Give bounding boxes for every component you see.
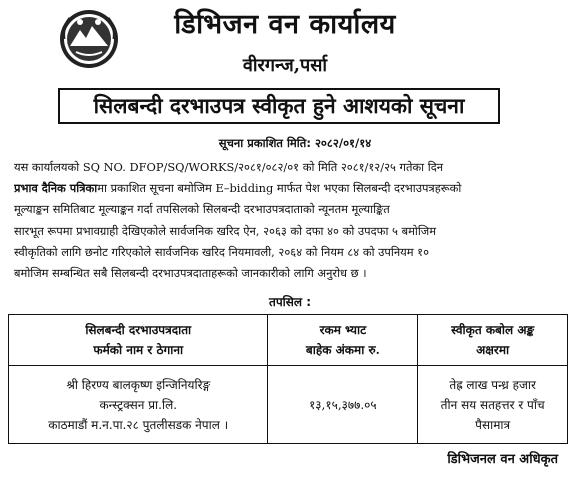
body-line-1: यस कार्यालयको SQ NO. DFOP/SQ/WORKS/२०८१/०८२/०१ को मिति २०८१/१२/२५ गतेका दिन xyxy=(14,160,444,174)
body-line-4: सारभूत रूपमा प्रभावग्राही देखिएकोले सार्वजनिक खरिद ऐन, २०६३ को दफा ४० को उपदफा ५ बमोजिम xyxy=(14,223,437,238)
firm-line2: कन्स्ट्रक्सन प्रा.लि. xyxy=(99,397,178,412)
notice-body xyxy=(14,157,562,284)
notice-header xyxy=(0,0,575,88)
published-date-line xyxy=(150,135,440,151)
cell-amount xyxy=(268,366,418,444)
nepal-government-emblem-icon xyxy=(58,8,120,70)
amount-value: १३,१५,३७७.०५ xyxy=(309,397,377,412)
header-words-line2: अक्षरमा xyxy=(476,343,510,358)
newspaper-name: प्रभाव दैनिक पत्रिका xyxy=(14,181,98,196)
header-words xyxy=(418,315,568,366)
published-label: सूचना प्रकाशित मिति: xyxy=(218,136,311,150)
signatory-title: डिभिजनल वन अधिकृत xyxy=(447,452,558,467)
office-location: वीरगन्ज,पर्सा xyxy=(242,55,328,76)
words-line2: तीन सय सतहत्तर र पाँच xyxy=(440,397,545,412)
body-line-6: बमोजिम सम्बन्धित सबै सिलबन्दी दरभाउपत्रदाताहरूको जानकारीको लागि अनुरोध छ । xyxy=(14,266,367,281)
cell-firm xyxy=(9,366,268,444)
header-bidder-line1: सिलबन्दी दरभाउपत्रदाता xyxy=(85,323,192,338)
header-amount-line2: बाहेक अंकमा रु. xyxy=(305,343,380,358)
cell-words xyxy=(418,366,568,444)
words-line3: पैसामात्र xyxy=(475,417,511,432)
published-date: २०८२/०१/१४ xyxy=(314,136,372,150)
body-line-3: मूल्याङ्कन समितिबाट मूल्याङ्कन गर्दा तपसिलको सिलबन्दी दरभाउपत्रदाताको न्यूनतम मूल्याङ्कित xyxy=(14,202,390,217)
body-line-5: स्वीकृतिको लागि छनोट गरिएकोले सार्वजनिक खरिद नियमावली, २०६४ को नियम ८४ को उपनियम १० xyxy=(14,244,430,259)
header-amount-line1: रकम भ्याट xyxy=(319,323,367,338)
notice-title: सिलबन्दी दरभाउपत्र स्वीकृत हुने आशयको सूचना xyxy=(58,88,500,124)
header-bidder-line2: फर्मको नाम र ठेगाना xyxy=(93,343,184,358)
words-line1: तेह्र लाख पन्ध्र हजार xyxy=(449,377,536,392)
firm-line1: श्री हिरण्य बालकृष्ण इन्जिनियरिङ्ग xyxy=(66,377,211,392)
firm-line3: काठमाडौं म.न.पा.२८ पुतलीसडक नेपाल । xyxy=(48,417,229,432)
office-name: डिभिजन वन कार्यालय xyxy=(174,9,396,40)
table-header-row xyxy=(9,315,568,366)
award-table xyxy=(8,314,568,444)
header-words-line1: स्वीकृत कबोल अङ्क xyxy=(451,323,535,338)
header-amount xyxy=(268,315,418,366)
header-bidder xyxy=(9,315,268,366)
body-line-2 xyxy=(14,178,562,199)
table-row xyxy=(9,366,568,444)
tapasil-label: तपसिल : xyxy=(269,295,311,309)
body-line-2-rest: मा प्रकाशित सूचना बमोजिम E–bidding मार्फत पेश भएका सिलबन्दी दरभाउपत्रहरूको xyxy=(97,181,462,196)
